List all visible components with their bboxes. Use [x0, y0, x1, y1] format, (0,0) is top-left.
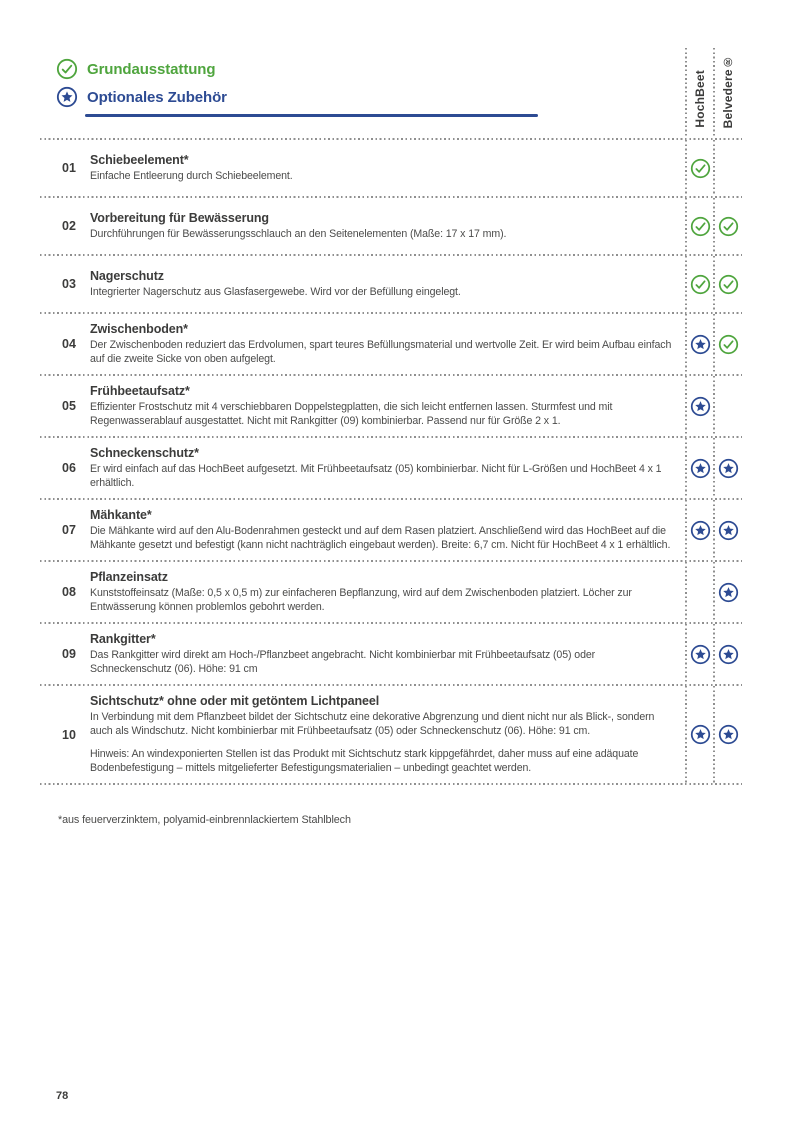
optional-star-icon: [690, 724, 711, 745]
belvedere-cell: [714, 198, 742, 254]
row-description: Einfache Entleerung durch Schiebeelement.: [90, 170, 293, 182]
page-number: 78: [56, 1090, 69, 1102]
row-number: 06: [62, 461, 76, 475]
optional-star-icon: [718, 582, 739, 603]
row-title: Frühbeetaufsatz*: [90, 384, 190, 398]
table-row: [40, 140, 742, 196]
hochbeet-cell: [686, 198, 714, 254]
optional-star-icon: [718, 724, 739, 745]
belvedere-cell: [714, 562, 742, 622]
row-description: Er wird einfach auf das HochBeet aufgesetzt. Mit Frühbeetaufsatz (05) kombinierbar. Nicht für L-Größen und HochBeet 4 x 1 erhältlich.: [90, 463, 662, 489]
table-header-row: [40, 48, 742, 138]
footnote: *aus feuerverzinktem, polyamid-einbrennlackiertem Stahlblech: [58, 814, 351, 826]
row-title: Sichtschutz* ohne oder mit getöntem Lichtpaneel: [90, 694, 380, 708]
table-row: [40, 314, 742, 374]
row-description: Integrierter Nagerschutz aus Glasfasergewebe. Wird vor der Befüllung eingelegt.: [90, 286, 461, 298]
belvedere-cell: [714, 140, 742, 196]
optional-star-icon: [718, 520, 739, 541]
basic-check-icon: [718, 334, 739, 355]
row-description: Kunststoffeinsatz (Maße: 0,5 x 0,5 m) zur einfacheren Bepflanzung, wird auf dem Zwischenboden platziert. Löcher zur Entwässerung können problemlos gebohrt werden.: [90, 587, 632, 613]
row-content: [90, 376, 686, 436]
hochbeet-cell: [686, 438, 714, 498]
row-description: Der Zwischenboden reduziert das Erdvolumen, spart teures Befüllungsmaterial und wertvolle Zeit. Er wird beim Aufbau einfach auf die zweite Sicke von oben aufgelegt.: [90, 339, 672, 365]
row-number: 01: [62, 161, 76, 175]
row-number: 10: [62, 727, 76, 742]
row-title: Vorbereitung für Bewässerung: [90, 211, 269, 225]
basic-check-icon: [718, 274, 739, 295]
hochbeet-cell: [686, 500, 714, 560]
row-content: [90, 686, 686, 783]
row-title: Nagerschutz: [90, 269, 164, 283]
hochbeet-cell: [686, 686, 714, 783]
row-separator: [40, 783, 742, 785]
hochbeet-cell: [686, 624, 714, 684]
table-row: [40, 438, 742, 498]
table-row: [40, 562, 742, 622]
optional-star-icon: [718, 644, 739, 665]
row-number: 09: [62, 647, 76, 661]
table-row: [40, 198, 742, 254]
row-number: 04: [62, 337, 76, 351]
hochbeet-cell: [686, 376, 714, 436]
optional-star-icon: [690, 520, 711, 541]
row-number: 03: [62, 277, 76, 291]
basic-check-icon: [690, 274, 711, 295]
table-row: [40, 500, 742, 560]
column-header-hochbeet: [686, 48, 714, 138]
optional-star-icon: [690, 334, 711, 355]
row-content: [90, 562, 686, 622]
row-number: 05: [62, 399, 76, 413]
optional-star-icon: [690, 396, 711, 417]
table-row: [40, 686, 742, 783]
hochbeet-cell: [686, 314, 714, 374]
table-row: [40, 624, 742, 684]
row-number: 08: [62, 585, 76, 599]
basic-check-icon: [690, 216, 711, 237]
basic-check-icon: [718, 216, 739, 237]
belvedere-cell: [714, 376, 742, 436]
hochbeet-cell: [686, 140, 714, 196]
row-content: [90, 203, 686, 249]
row-description: Hinweis: An windexponierten Stellen ist das Produkt mit Sichtschutz stark kippgefährdet, daher muss auf eine adäquate Bodenbefestigung – mittels mitgelieferter Befestigungsmaterialien – unbedingt geachtet werden.: [90, 748, 639, 774]
row-description: Durchführungen für Bewässerungsschlauch an den Seitenelementen (Maße: 17 x 17 mm).: [90, 228, 507, 240]
row-title: Mähkante*: [90, 508, 152, 522]
hochbeet-cell: [686, 562, 714, 622]
row-description: Effizienter Frostschutz mit 4 verschiebbaren Doppelstegplatten, die sich leicht entfernen lassen. Sturmfest und mit Regenwasserablauf ausgestattet. Nicht mit Rankgitter (09) kombinierbar. Passend nur für Größe 2 x 1.: [90, 401, 613, 427]
header-spacer: [40, 48, 686, 138]
feature-table: [40, 48, 742, 785]
belvedere-cell: [714, 438, 742, 498]
belvedere-cell: [714, 314, 742, 374]
legend-optional-label: Optionales Zubehör: [87, 88, 227, 106]
row-title: Schneckenschutz*: [90, 446, 199, 460]
optional-star-icon: [690, 458, 711, 479]
column-label-hochbeet: HochBeet: [693, 70, 707, 128]
row-description: In Verbindung mit dem Pflanzbeet bildet der Sichtschutz eine dekorative Abgrenzung und dient nicht nur als Blick-, sondern auch als Windschutz. Nicht kombinierbar mit Frühbeetaufsatz (05) oder Schneckenschutz (06). Höhe: 91 cm.: [90, 711, 655, 737]
row-content: [90, 314, 686, 374]
table-row: [40, 376, 742, 436]
row-description: Die Mähkante wird auf den Alu-Bodenrahmen gesteckt und auf dem Rasen platziert. Anschließend wird das HochBeet auf die Mähkante gesetzt und befestigt (kann nicht nachträglich eingebaut werden). Breite: 6,7 cm. Nicht für HochBeet 4 x 1 erhältlich.: [90, 525, 671, 551]
row-content: [90, 500, 686, 560]
row-description: Das Rankgitter wird direkt am Hoch-/Pflanzbeet angebracht. Nicht kombinierbar mit Frühbeetaufsatz (05) oder Schneckenschutz (06). Höhe: 91 cm: [90, 649, 596, 675]
hochbeet-cell: [686, 256, 714, 312]
row-title: Pflanzeinsatz: [90, 570, 168, 584]
belvedere-cell: [714, 624, 742, 684]
row-title: Rankgitter*: [90, 632, 156, 646]
row-content: [90, 624, 686, 684]
row-number: 07: [62, 523, 76, 537]
legend-basic-label: Grundausstattung: [87, 60, 216, 78]
optional-star-icon: [718, 458, 739, 479]
row-number: 02: [62, 219, 76, 233]
basic-check-icon: [690, 158, 711, 179]
optional-star-icon: [690, 644, 711, 665]
row-content: [90, 438, 686, 498]
belvedere-cell: [714, 256, 742, 312]
row-title: Zwischenboden*: [90, 322, 188, 336]
column-label-belvedere: Belvedere®: [721, 54, 735, 128]
row-content: [90, 145, 686, 191]
row-content: [90, 261, 686, 307]
row-title: Schiebeelement*: [90, 153, 189, 167]
column-header-belvedere: [714, 48, 742, 138]
belvedere-cell: [714, 500, 742, 560]
belvedere-cell: [714, 686, 742, 783]
table-rows: [40, 138, 742, 785]
table-row: [40, 256, 742, 312]
